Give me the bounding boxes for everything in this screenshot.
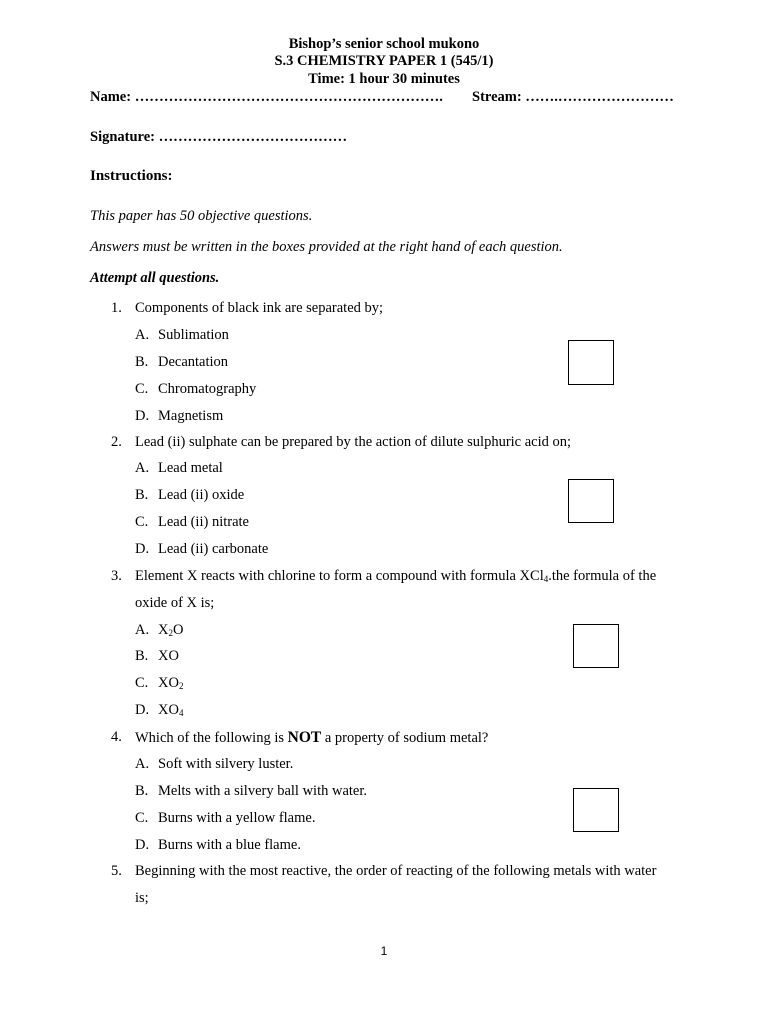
exam-time: Time: 1 hour 30 minutes xyxy=(308,71,460,87)
formula-part: XO xyxy=(158,702,179,718)
option-formula xyxy=(158,622,183,639)
name-label: Name: xyxy=(90,89,132,105)
option-letter: D. xyxy=(135,702,150,718)
question-text: Components of black ink are separated by; xyxy=(135,300,384,316)
option-letter: A. xyxy=(135,756,150,772)
name-dots: ………………………………………………………. xyxy=(134,89,443,105)
option-formula xyxy=(158,675,183,692)
option-letter: C. xyxy=(135,381,149,397)
option-letter: C. xyxy=(135,810,149,826)
option-letter: D. xyxy=(135,837,150,853)
question-text: Lead (ii) sulphate can be prepared by the action of dilute sulphuric acid on; xyxy=(135,434,572,450)
option-text: Decantation xyxy=(158,354,229,370)
formula-part: XO xyxy=(158,675,179,691)
option-text: Burns with a yellow flame. xyxy=(158,810,316,826)
option-formula xyxy=(158,702,183,719)
question-number: 2. xyxy=(111,434,122,450)
answer-box-4[interactable] xyxy=(573,788,619,832)
option-text: Burns with a blue flame. xyxy=(158,837,301,853)
option-text: Soft with silvery luster. xyxy=(158,756,294,772)
question-text-part: Element X reacts with chlorine to form a compound with formula XCl xyxy=(135,568,544,584)
name-field[interactable] xyxy=(90,89,443,106)
answer-box-1[interactable] xyxy=(568,340,614,385)
question-number: 5. xyxy=(111,863,122,879)
option-letter: A. xyxy=(135,622,150,638)
option-letter: A. xyxy=(135,327,150,343)
instruction-line-1: This paper has 50 objective questions. xyxy=(90,208,313,224)
answer-box-3[interactable] xyxy=(573,624,619,668)
option-letter: B. xyxy=(135,354,149,370)
page-number: 1 xyxy=(380,944,388,958)
question-text-part: .the formula of the xyxy=(548,568,657,584)
question-text xyxy=(135,568,656,585)
subscript: 2 xyxy=(178,681,184,691)
question-text xyxy=(135,729,488,747)
option-text: Lead (ii) oxide xyxy=(158,487,245,503)
option-text: Melts with a silvery ball with water. xyxy=(158,783,368,799)
option-text: Lead metal xyxy=(158,460,223,476)
option-letter: D. xyxy=(135,541,150,557)
formula-part: O xyxy=(172,622,184,638)
option-formula xyxy=(158,648,179,665)
question-number: 4. xyxy=(111,729,122,745)
option-text: Chromatography xyxy=(158,381,257,397)
question-text-part: a property of sodium metal? xyxy=(324,730,489,746)
option-text: Lead (ii) carbonate xyxy=(158,541,269,557)
question-number: 3. xyxy=(111,568,122,584)
formula-part: XO xyxy=(158,648,179,664)
option-text: Magnetism xyxy=(158,408,224,424)
option-letter: C. xyxy=(135,675,149,691)
option-letter: B. xyxy=(135,648,149,664)
option-letter: D. xyxy=(135,408,150,424)
subscript: 4 xyxy=(178,708,184,718)
signature-dots: ………………………………… xyxy=(158,129,348,145)
question-text-line-2: is; xyxy=(135,890,149,906)
instructions-title: Instructions: xyxy=(90,168,173,184)
instruction-line-3: Attempt all questions. xyxy=(90,270,220,286)
emphasis-not: NOT xyxy=(287,729,322,746)
option-letter: C. xyxy=(135,514,149,530)
option-letter: B. xyxy=(135,783,149,799)
signature-label: Signature: xyxy=(90,129,155,145)
stream-dots: …….…………………… xyxy=(525,89,674,105)
question-text-part: Which of the following is xyxy=(135,730,285,746)
school-name: Bishop’s senior school mukono xyxy=(288,36,480,52)
subscript: 2 xyxy=(168,628,173,638)
option-text: Sublimation xyxy=(158,327,229,343)
answer-box-2[interactable] xyxy=(568,479,614,523)
option-letter: B. xyxy=(135,487,149,503)
question-number: 1. xyxy=(111,300,122,316)
option-letter: A. xyxy=(135,460,150,476)
option-text: Lead (ii) nitrate xyxy=(158,514,249,530)
question-text-line-2: oxide of X is; xyxy=(135,595,215,611)
formula-part: X xyxy=(158,622,169,638)
signature-field[interactable] xyxy=(90,129,347,146)
instruction-line-2: Answers must be written in the boxes provided at the right hand of each question. xyxy=(90,239,563,255)
question-text: Beginning with the most reactive, the order of reacting of the following metals with water xyxy=(135,863,657,879)
stream-field[interactable] xyxy=(472,89,674,106)
paper-title: S.3 CHEMISTRY PAPER 1 (545/1) xyxy=(274,53,494,69)
stream-label: Stream: xyxy=(472,89,522,105)
subscript: 4 xyxy=(543,574,549,584)
